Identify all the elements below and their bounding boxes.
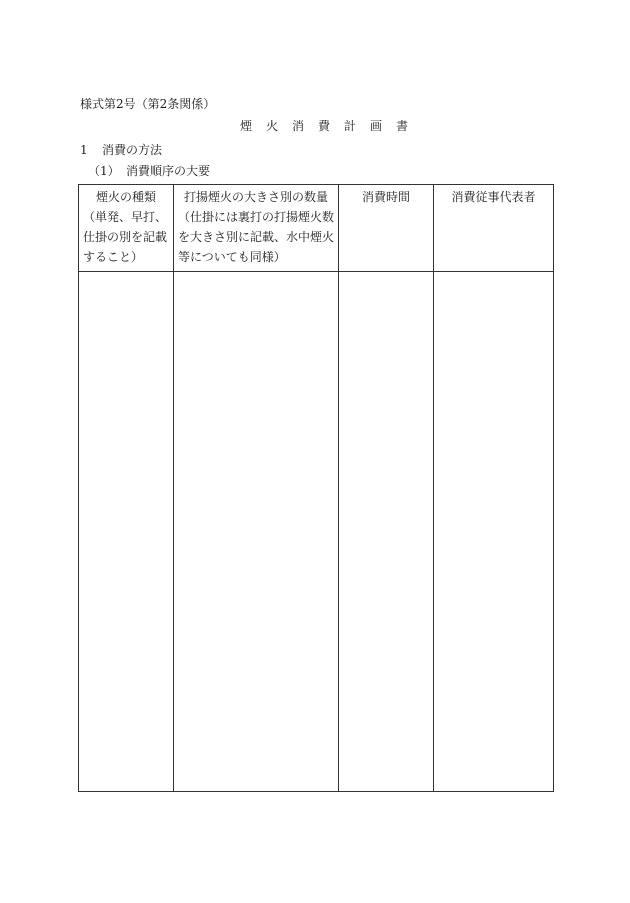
header-note-line: 仕掛の別を記載	[83, 230, 168, 244]
form-number-label: 様式第2号（第2条関係）	[80, 97, 216, 111]
header-fireworks-type	[79, 185, 174, 272]
section-heading	[80, 142, 162, 158]
header-quantity-by-size	[174, 185, 339, 272]
header-title: 打揚煙火の大きさ別の数量	[183, 190, 328, 204]
section-text: 消費の方法	[102, 143, 163, 157]
representative-cell[interactable]	[434, 272, 554, 792]
consumption-time-cell[interactable]	[339, 272, 434, 792]
table-row	[79, 272, 554, 792]
title-char: 費	[317, 119, 330, 133]
fireworks-type-cell[interactable]	[79, 272, 174, 792]
header-note-line: を大きさ別に記載、水中煙火	[178, 230, 335, 244]
header-note-line: （単発、早打、	[83, 210, 168, 224]
header-note-line: すること）	[83, 250, 144, 264]
title-char: 火	[265, 119, 278, 133]
header-title: 消費従事代表者	[451, 190, 536, 204]
table-header-row	[79, 185, 554, 272]
header-consumption-time	[339, 185, 434, 272]
consumption-plan-table	[78, 184, 554, 792]
title-char: 消	[291, 119, 304, 133]
title-char: 画	[370, 119, 383, 133]
subsection-heading	[88, 163, 210, 179]
header-note-line: （仕掛には裏打の打揚煙火数	[178, 210, 335, 224]
title-char: 煙	[239, 119, 252, 133]
header-title: 消費時間	[361, 190, 410, 204]
quantity-by-size-cell[interactable]	[174, 272, 339, 792]
section-number: 1	[80, 143, 88, 157]
subsection-text: 消費順序の大要	[126, 164, 211, 178]
title-char: 計	[344, 119, 357, 133]
title-char: 書	[396, 119, 409, 133]
header-representative	[434, 185, 554, 272]
header-title: 煙火の種類	[95, 190, 156, 204]
header-note-line: 等についても同様）	[178, 250, 286, 264]
document-title	[0, 118, 630, 134]
subsection-number: （1）	[88, 164, 120, 178]
